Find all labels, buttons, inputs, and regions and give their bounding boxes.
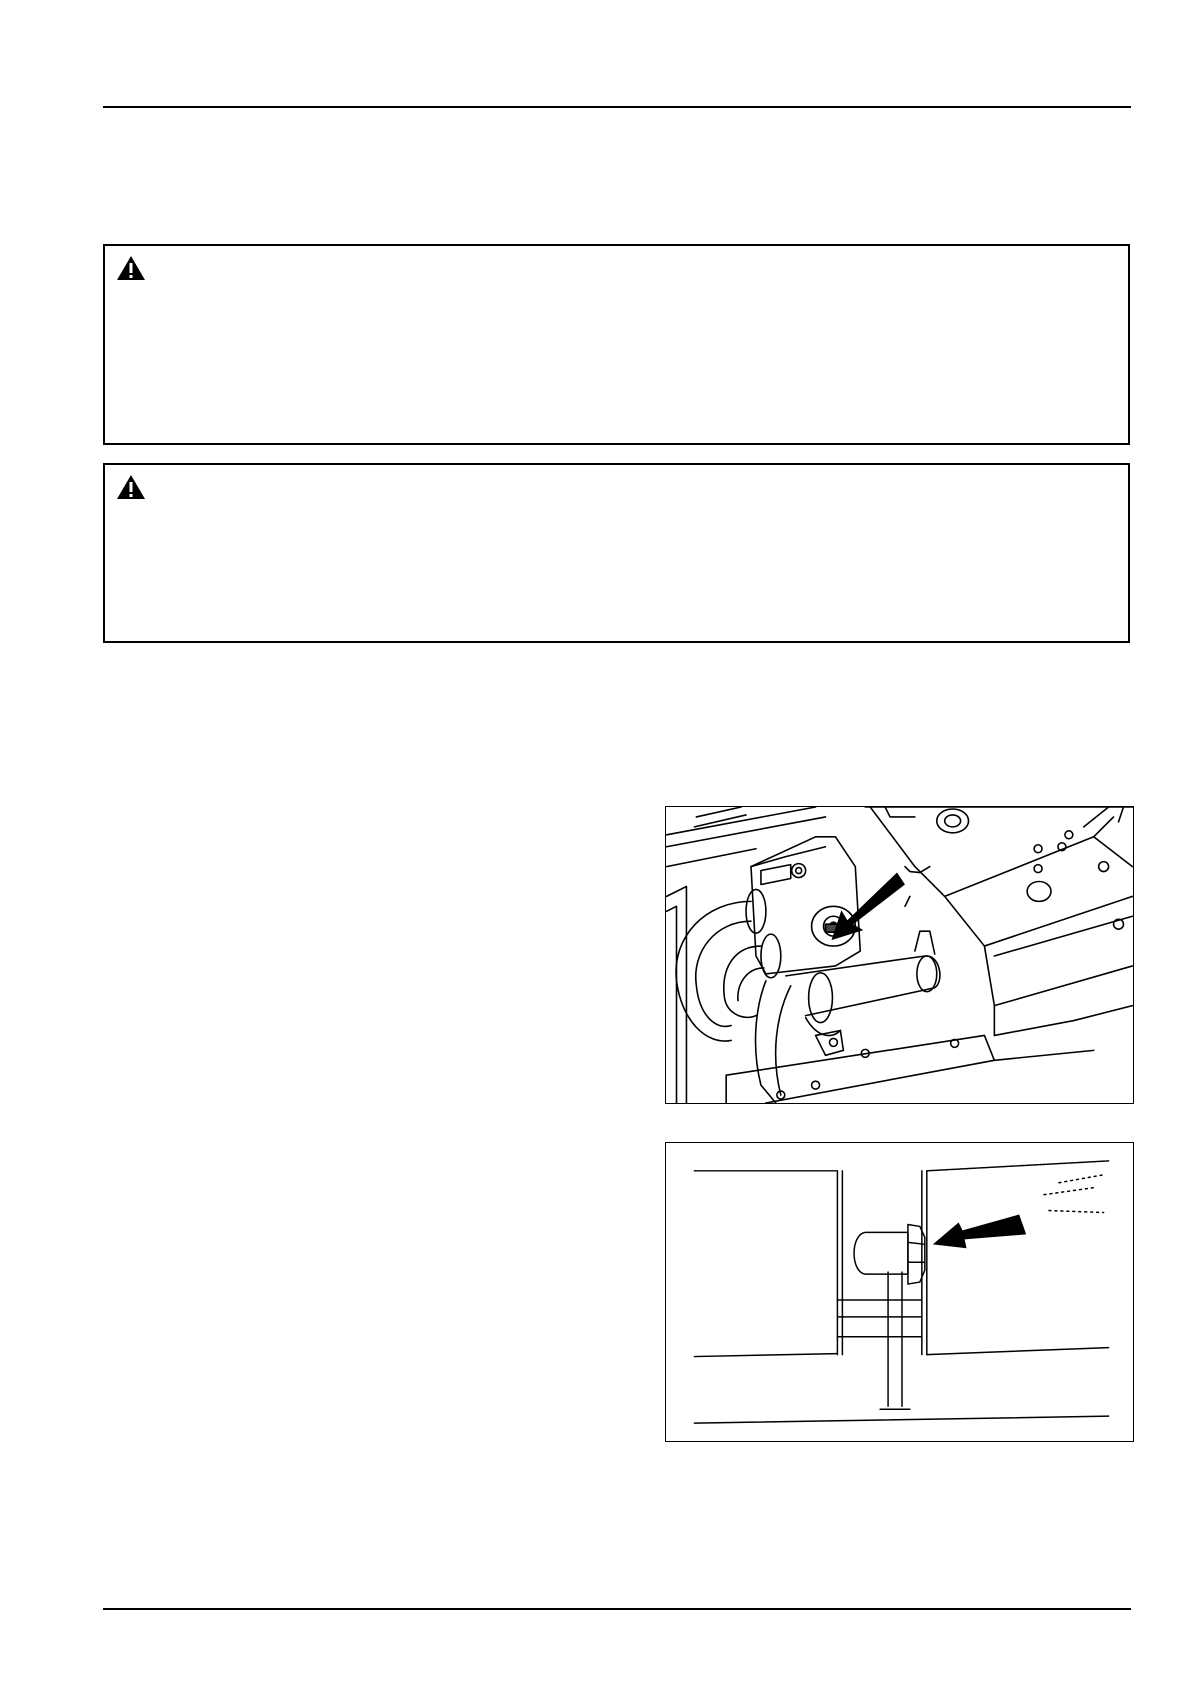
engine-illustration [666, 807, 1133, 1103]
figure-drain-valve [665, 1142, 1134, 1442]
warning-triangle-icon [115, 254, 147, 282]
figure-engine-drain [665, 806, 1134, 1104]
warning-box-1 [103, 244, 1130, 445]
warning-triangle-icon [115, 473, 147, 501]
arrow-icon [933, 1215, 1026, 1249]
footer-rule [103, 1608, 1131, 1610]
warning-box-2 [103, 463, 1130, 643]
arrow-icon [831, 873, 905, 941]
drain-valve-illustration [666, 1143, 1133, 1441]
header-rule [103, 106, 1131, 108]
